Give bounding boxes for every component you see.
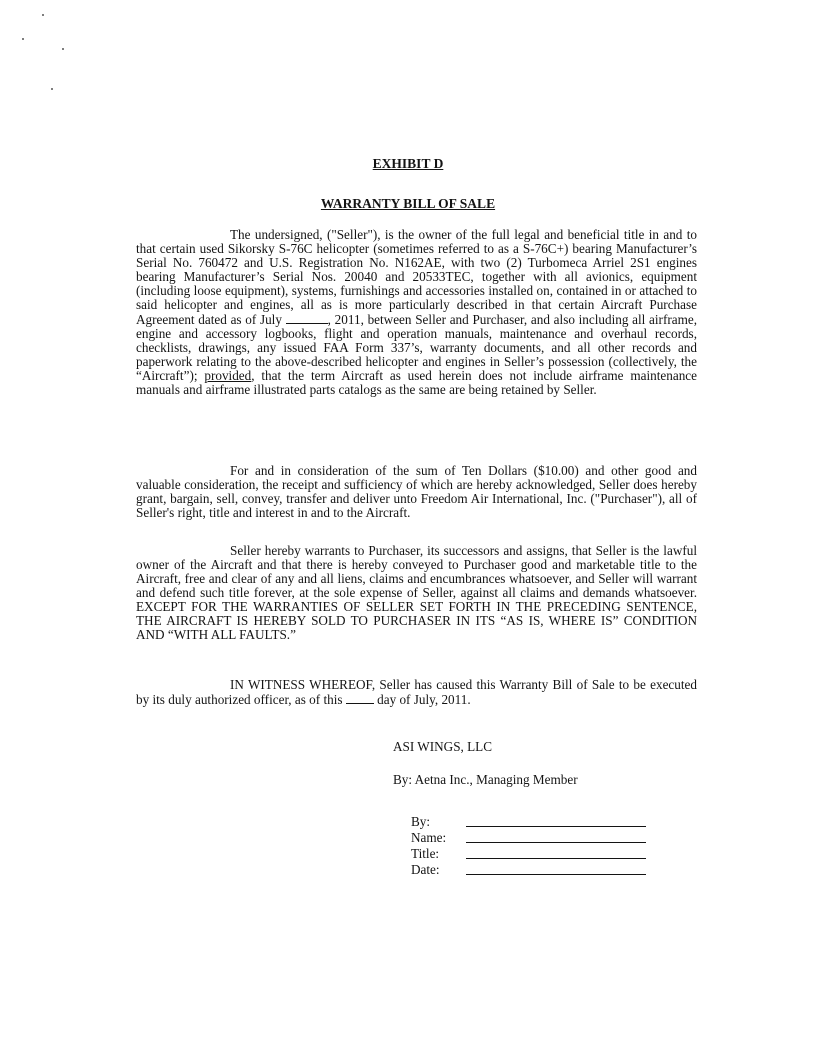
managing-member-line: By: Aetna Inc., Managing Member <box>393 772 578 787</box>
provided-term: provided <box>204 368 252 383</box>
company-name: ASI WINGS, LLC <box>393 739 493 754</box>
signature-name-label: Name: <box>411 830 447 845</box>
document-title: WARRANTY BILL OF SALE <box>320 196 496 211</box>
paragraph-consideration-text: For and in consideration of the sum of Ten Dollars ($10.00) and other good and valuable consideration, the receipt and sufficiency of which are hereby acknowledged, Seller does hereby grant, bargain, sell, convey, transfer and deliver unto Freedom Air International, Inc. ("Purchaser"), all of Seller's right, title and interest in and to the Aircraft. <box>136 463 697 520</box>
paragraph-warranty-text: Seller hereby warrants to Purchaser, its successors and assigns, that Seller is the lawful owner of the Aircraft and that there is hereby conveyed to Purchaser good and marketable title to the Aircraft, free and clear of any and all liens, claims and encumbrances whatsoever, and Seller will warrant and defend such title forever, at the sole expense of Seller, against all claims and demands whatsoever. EXCEPT FOR THE WARRANTIES OF SELLER SET FORTH IN THE PRECEDING SENTENCE, THE AIRCRAFT IS HEREBY SOLD TO PURCHASER IN ITS “AS IS, WHERE IS” CONDITION AND “WITH ALL FAULTS.” <box>136 543 697 642</box>
signature-by-label: By: <box>411 814 431 829</box>
scan-speck <box>42 14 44 16</box>
date-blank <box>286 312 328 324</box>
paragraph-consideration <box>136 464 697 520</box>
exhibit-heading: EXHIBIT D <box>372 156 444 171</box>
scan-speck <box>51 88 53 90</box>
signature-date-line <box>466 874 646 875</box>
day-blank <box>346 692 374 704</box>
paragraph-ownership-text-c: , that the term Aircraft as used herein does not include airframe maintenance manuals and airframe illustrated parts catalogs as the same are being retained by Seller. <box>136 368 698 397</box>
signature-name-line <box>466 842 646 843</box>
signature-title-label: Title: <box>411 846 440 861</box>
paragraph-witness-text-b: day of July, 2011. <box>377 692 471 707</box>
paragraph-witness-text-a: IN WITNESS WHEREOF, Seller has caused this Warranty Bill of Sale to be executed by its duly authorized officer, as of this <box>136 677 697 707</box>
paragraph-witness <box>136 678 697 707</box>
signature-date-label: Date: <box>411 862 440 877</box>
paragraph-ownership <box>136 228 697 397</box>
scan-speck <box>22 38 24 40</box>
paragraph-warranty <box>136 544 697 642</box>
scan-speck <box>62 48 64 50</box>
signature-title-line <box>466 858 646 859</box>
paragraph-ownership-text-a: The undersigned, ("Seller"), is the owner of the full legal and beneficial title in and to that certain used Sikorsky S-76C helicopter (sometimes referred to as a S-76C+) bearing Manufacturer’s Serial No. 760472 and U.S. Registration No. N162AE, with two (2) Turbomeca Arriel 2S1 engines bearing Manufacturer’s Serial Nos. 20040 and 20533TEC, together with all avionics, equipment (including loose equipment), systems, furnishings and accessories installed on, contained in or attached to said helicopter and engines, all as is more particularly described in that certain Aircraft Purchase Agreement dated as of July <box>136 227 697 327</box>
paragraph-ownership-text-b: , 2011, between Seller and Purchaser, and also including all airframe, engine and accessory logbooks, flight and operation manuals, maintenance and overhaul records, checklists, drawings, any issued FAA Form 337’s, warranty documents, and all other records and paperwork relating to the above-described helicopter and engines in Seller’s possession (collectively, the “Aircraft”); <box>136 312 697 383</box>
signature-by-line <box>466 826 646 827</box>
